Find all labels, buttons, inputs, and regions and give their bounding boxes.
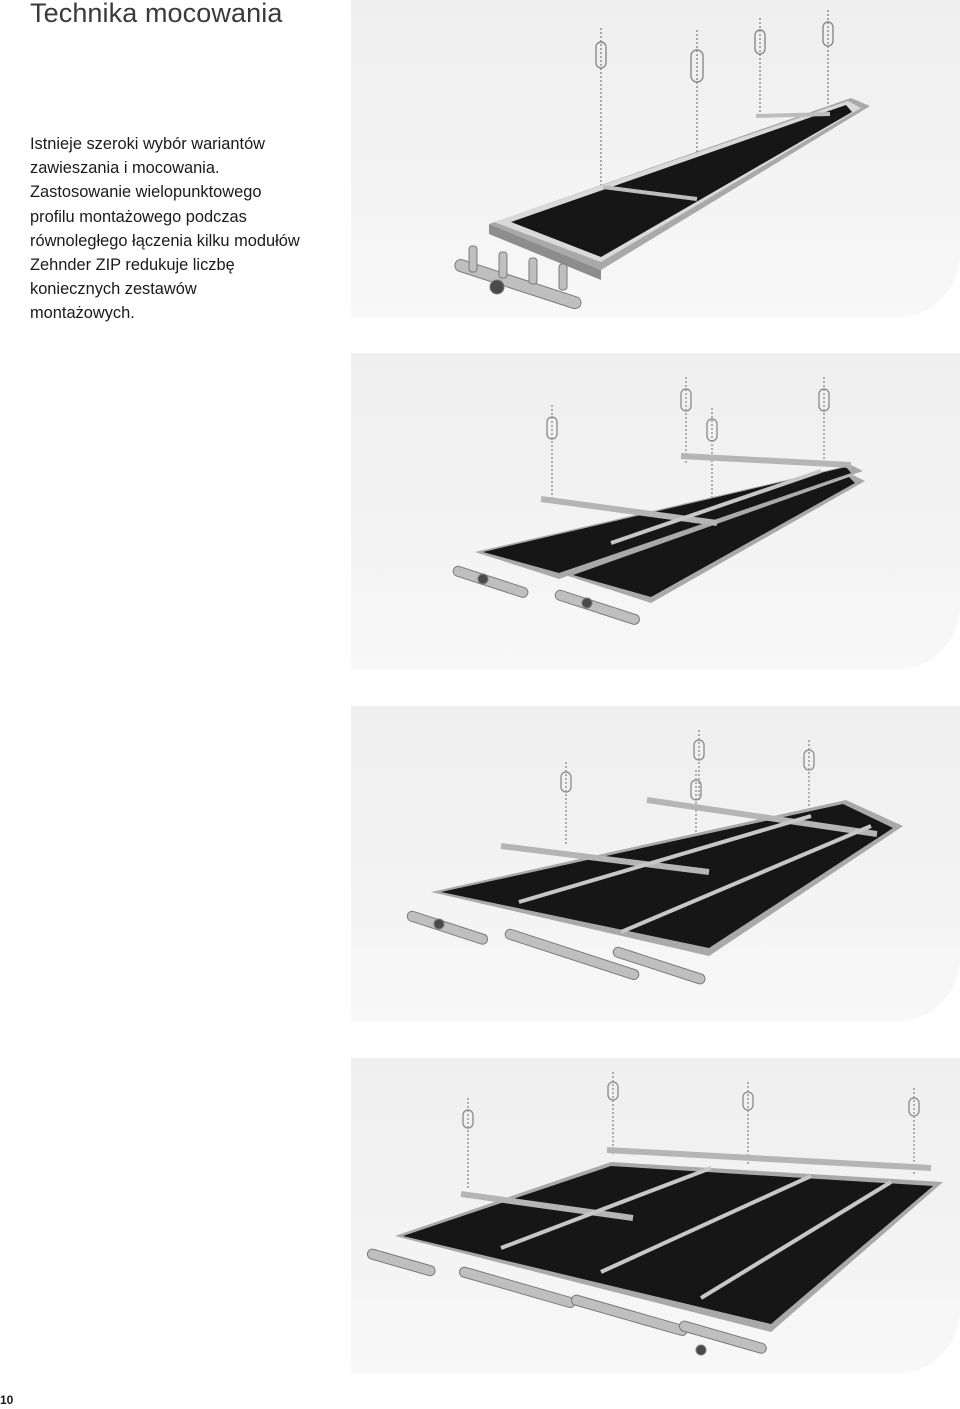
intro-text — [30, 132, 340, 326]
module-frame — [475, 456, 865, 603]
figure-two-modules — [351, 353, 960, 670]
single-module-illustration — [351, 0, 960, 318]
intro-line: profilu montażowego podczas — [30, 207, 247, 226]
page-title: Technika mocowania — [30, 0, 283, 28]
three-modules-illustration — [351, 706, 960, 1022]
figure-four-modules — [351, 1058, 960, 1374]
intro-line: Zehnder ZIP redukuje liczbę — [30, 256, 235, 275]
figure-three-modules — [351, 706, 960, 1022]
four-modules-illustration — [351, 1058, 960, 1374]
intro-line: Zastosowanie wielopunktowego — [30, 183, 262, 202]
intro-line: zawieszania i mocowania. — [30, 159, 220, 178]
intro-line: montażowych. — [30, 304, 135, 323]
two-modules-illustration — [351, 353, 960, 670]
intro-line: koniecznych zestawów — [30, 280, 197, 299]
module-frame — [431, 800, 903, 956]
module-frame — [489, 98, 870, 280]
intro-line: równoległego łączenia kilku modułów — [30, 231, 300, 250]
module-frame — [395, 1150, 943, 1332]
figure-single-module — [351, 0, 960, 318]
intro-line: Istnieje szeroki wybór wariantów — [30, 135, 266, 153]
page-number: 10 — [0, 1393, 14, 1407]
